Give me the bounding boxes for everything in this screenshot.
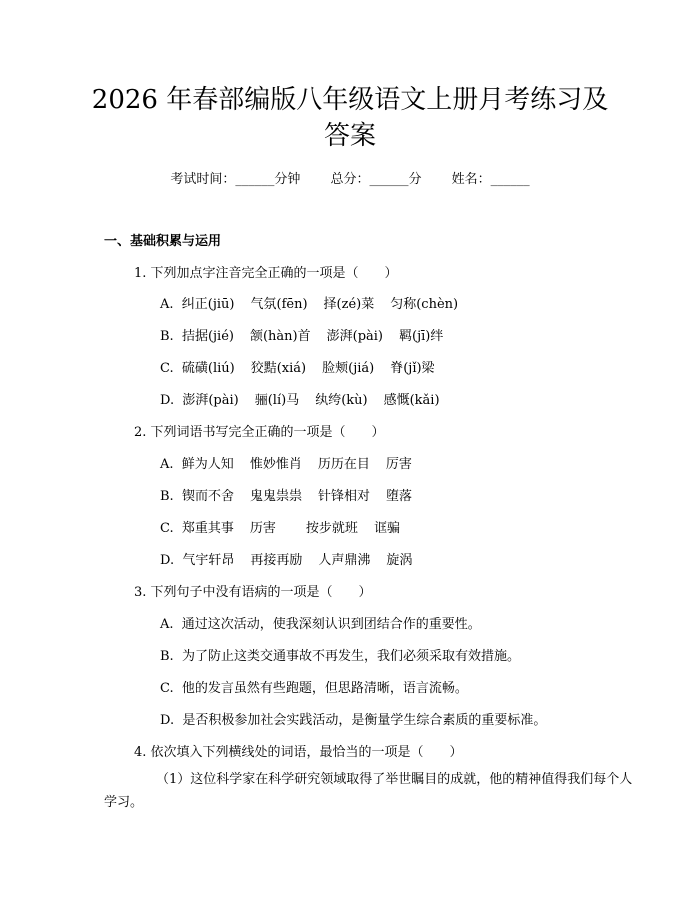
option-label: D. [160,553,175,568]
option-text: 是否积极参加社会实践活动，是衡量学生综合素质的重要标准。 [182,713,547,728]
q2-option-b [160,485,428,504]
option-label: C. [160,681,174,696]
option-item: 按步就班 [305,521,358,536]
title-line-2: 答案 [323,121,376,151]
option-item: 厉害 [385,457,412,472]
option-item: 骊(lí)马 [254,393,300,408]
question-1-stem: 1. 下列加点字注音完全正确的一项是（ ） [134,266,398,281]
option-item: 诓骗 [373,521,400,536]
option-item: 颔(hàn)首 [249,329,311,344]
question-2-stem: 2. 下列词语书写完全正确的一项是（ ） [134,425,385,440]
option-item: 匀称(chèn) [390,297,459,312]
exam-meta [0,168,700,187]
option-label: D. [160,393,175,408]
student-name: 姓名：______ [451,172,530,187]
exam-time: 考试时间：______分钟 [170,172,301,187]
option-item: 澎湃(pài) [326,329,383,344]
option-item: 堕落 [386,489,413,504]
q4-paragraph-1: （1）这位科学家在科学研究领域取得了举世瞩目的成就，他的精神值得我们每个人学习。 [104,772,633,810]
option-item: 气氛(fēn) [250,297,308,312]
option-label: B. [160,329,174,344]
option-label: B. [160,649,174,664]
question-3-stem: 3. 下列句子中没有语病的一项是（ ） [134,585,372,600]
option-item: 气宇轩昂 [182,553,235,568]
q2-option-d [160,549,428,568]
option-item: 羁(jī)绊 [399,329,444,344]
q1-option-c [160,357,451,376]
option-item: 鲜为人知 [181,457,234,472]
option-item: 纠正(jiū) [181,297,235,312]
page-title [0,82,700,154]
option-item: 澎湃(pài) [182,393,239,408]
option-item: 历历在目 [317,457,370,472]
option-label: A. [160,297,174,312]
exam-score: 总分：______分 [330,172,422,187]
option-label: C. [160,361,174,376]
option-item: 惟妙惟肖 [249,457,302,472]
option-item: 狡黠(xiá) [250,361,307,376]
option-item: 拮据(jié) [181,329,234,344]
option-item: 针锋相对 [317,489,370,504]
question-4-stem: 4. 依次填入下列横线处的词语，最恰当的一项是（ ） [134,745,463,760]
q3-option-a [160,613,481,632]
option-item: 历害 [249,521,276,536]
option-item: 纨绔(kù) [315,393,368,408]
option-label: D. [160,713,175,728]
q1-option-b [160,325,459,344]
option-item: 旋涡 [386,553,413,568]
option-item: 脊(jǐ)梁 [390,361,435,376]
option-item: 硫磺(liú) [181,361,235,376]
option-item: 人声鼎沸 [318,553,371,568]
option-item: 锲而不舍 [181,489,234,504]
option-item: 感慨(kǎi) [383,393,440,408]
option-text: 通过这次活动，使我深刻认识到团结合作的重要性。 [181,617,481,632]
q2-option-a [160,453,428,472]
q1-option-a [160,293,474,312]
q2-option-c [160,517,416,536]
option-item: 鬼鬼祟祟 [249,489,302,504]
option-item: 郑重其事 [181,521,234,536]
q3-option-d [160,709,546,728]
q3-option-c [160,677,468,696]
option-item: 再接再励 [250,553,303,568]
option-label: A. [160,617,174,632]
option-text: 为了防止这类交通事故不再发生，我们必须采取有效措施。 [181,649,520,664]
option-label: B. [160,489,174,504]
option-item: 脸颊(jiá) [322,361,375,376]
title-line-1: 2026 年春部编版八年级语文上册月考练习及 [91,85,609,115]
option-item: 择(zé)菜 [323,297,375,312]
q1-option-d [160,389,456,408]
option-text: 他的发言虽然有些跑题，但思路清晰，语言流畅。 [181,681,468,696]
option-label: C. [160,521,174,536]
option-label: A. [160,457,174,472]
q3-option-b [160,645,520,664]
section-heading: 一、基础积累与运用 [104,234,222,249]
